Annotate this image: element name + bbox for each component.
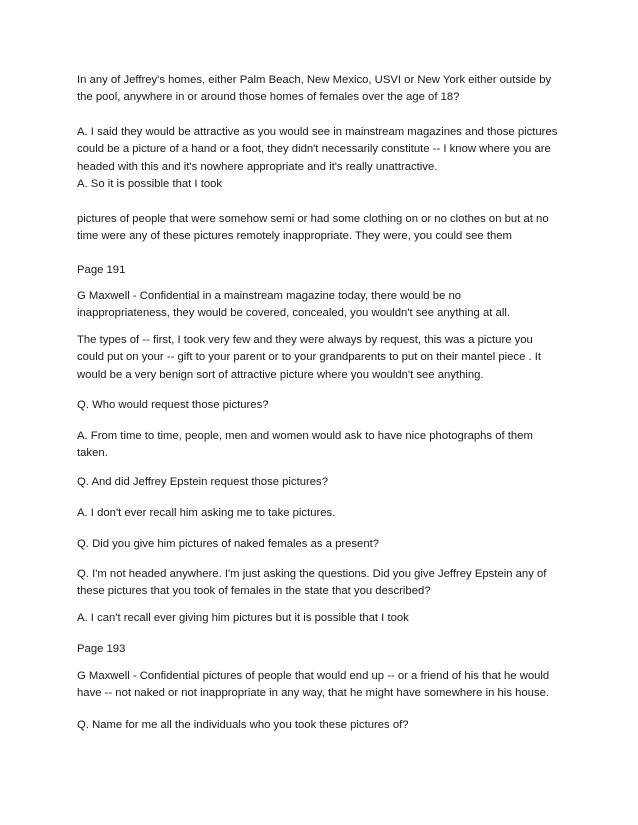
text-line: could be a picture of a hand or a foot, they didn't necessarily constitute -- I know where you are [77,143,551,156]
page-marker-191 [77,262,577,279]
text-line: Q. Who would request those pictures? [77,399,269,411]
paragraph-answer-attractive [77,124,577,176]
paragraph-question-present [77,536,577,553]
paragraph-confidential-friend [77,668,577,703]
text-line: A. I don't ever recall him asking me to take pictures. [77,507,336,519]
text-line: could put on your -- gift to your parent or to your grandparents to put on their mantel piece . It [77,351,542,364]
paragraph-answer-cant-recall [77,610,577,627]
page-marker-193 [77,641,577,658]
text-line: The types of -- first, I took very few and they were always by request, this was a picture you [77,334,533,346]
text-line: Q. Name for me all the individuals who you took these pictures of? [77,719,409,731]
text-line: pictures of people that were somehow semi or had some clothing on or no clothes on but at no [77,213,549,225]
paragraph-answer-possible [77,176,577,193]
text-line: Q. I'm not headed anywhere. I'm just asking the questions. Did you give Jeffrey Epstein any of [77,568,547,580]
text-line: Q. And did Jeffrey Epstein request those pictures? [77,476,328,488]
text-line: taken. [77,447,108,460]
paragraph-question-name-individuals [77,717,577,734]
text-line: A. I can't recall ever giving him pictures but it is possible that I took [77,612,409,624]
paragraph-answer-time-to-time [77,428,577,463]
paragraph-answer-dont-recall [77,505,577,522]
text-line: G Maxwell - Confidential in a mainstream magazine today, there would be no [77,290,462,302]
text-line: time were any of these pictures remotely inappropriate. They were, you could see them [77,230,512,243]
text-line: inappropriateness, they would be covered, concealed, you wouldn't see anything at all. [77,307,510,320]
text-line: Page 193 [77,643,126,655]
paragraph-continuation-pictures [77,211,577,246]
text-line: the pool, anywhere in or around those homes of females over the age of 18? [77,91,460,104]
text-line: A. From time to time, people, men and women would ask to have nice photographs of them [77,430,533,442]
text-line: these pictures that you took of females in the state that you described? [77,585,431,598]
text-line: A. So it is possible that I took [77,178,223,190]
text-line: would be a very benign sort of attractive picture where you wouldn't see anything. [77,368,484,381]
paragraph-question-not-headed [77,566,577,601]
text-line: headed with this and it's nowhere appropriate and it's really unattractive. [77,160,438,173]
paragraph-confidential-magazine [77,288,577,323]
text-line: Page 191 [77,264,126,276]
text-line: A. I said they would be attractive as you would see in mainstream magazines and those pictures [77,126,558,138]
text-line: G Maxwell - Confidential pictures of people that would end up -- or a friend of his that he would [77,670,550,682]
text-line: have -- not naked or not inappropriate in any way, that he might have somewhere in his house. [77,687,550,700]
paragraph-question-epstein-request [77,474,577,491]
text-line: In any of Jeffrey's homes, either Palm Beach, New Mexico, USVI or New York either outside by [77,74,552,86]
paragraph-question-who-requested [77,397,577,414]
paragraph-question-homes [77,72,577,107]
text-line: Q. Did you give him pictures of naked females as a present? [77,538,380,550]
paragraph-types-of-pictures [77,332,577,384]
